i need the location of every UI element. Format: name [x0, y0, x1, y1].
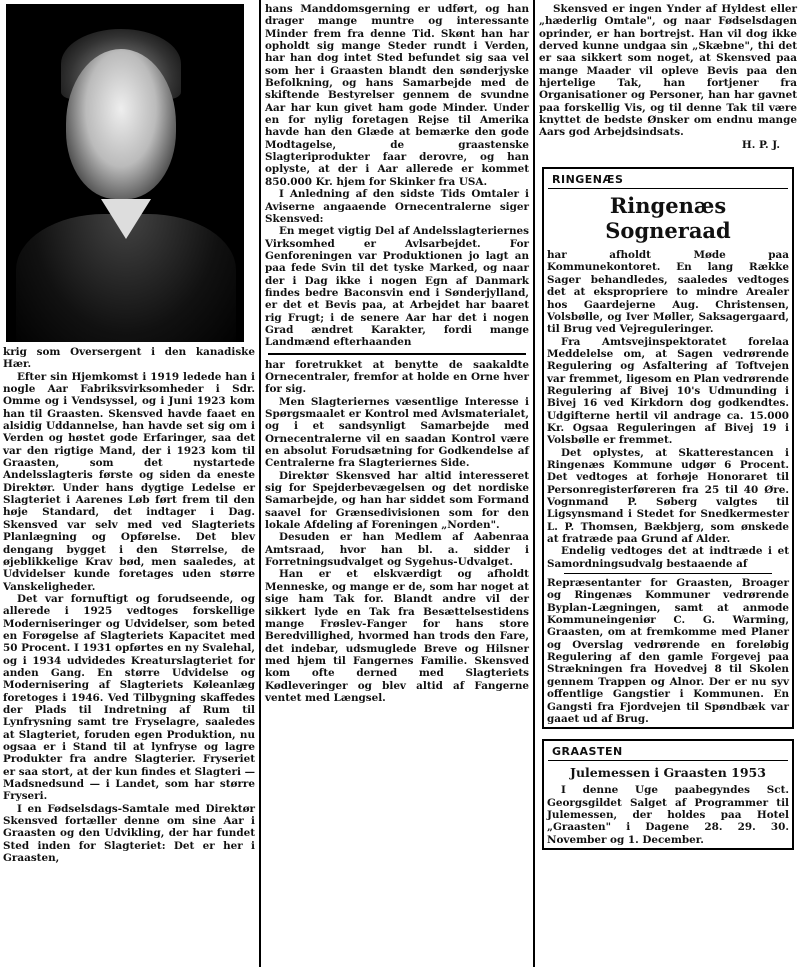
column-1 — [0, 0, 258, 967]
article-paragraph: hans Manddomsgerning er udført, og han drager mange muntre og interessante Minder frem fra denne Tid. Skønt han har opholdt sig mange Steder rundt i Verden, har han dog intet Sted befundet sig saa vel som her i Graasten blandt den sønderjyske Befolkning, og hans Samarbejde med de skiftende Bestyrelser gennem de svundne Aar har kun givet ham gode Minder. Under en for nylig foretagen Rejse til Amerika havde han den Glæde at bemærke den gode Modtagelse, de graastenske Slagteriprodukter faar derovre, og han oplyste, at der i Aar allerede er kommet 850.000 Kr. hjem for Skinker fra USA. — [265, 3, 529, 188]
column-3 — [536, 0, 800, 967]
author-signature: H. P. J. — [741, 138, 780, 151]
article-paragraph: I denne Uge paabegyndes Sct. Georgsgildet Salget af Programmer til Julemessen, der holdes paa Hotel „Graasten" i Dagene 28. 29. 30. November og 1. December. — [547, 784, 789, 846]
article-paragraph: Han er et elskværdigt og afholdt Menneske, og mange er de, som har noget at sige ham Tak for. Blandt andre vil der sikkert lyde en Tak fra Besættelsestidens mange Frøslev-Fanger for hans store Beredvillighed, hvormed han trods den Fare, det indebar, udsmuglede Breve og Hilsner med hjem til Fangernes Familie. Skensved kom ofte derned med Slagteriets Kødleveringer og blev altid af Fangerne ventet med Længsel. — [265, 568, 529, 704]
section-kicker: RINGENÆS — [548, 171, 788, 189]
article-paragraph: Efter sin Hjemkomst i 1919 ledede han i nogle Aar Fabriksvirksomheder i Sdr. Omme og i Vendsyssel, og i Juni 1923 kom han til Graasten. Skensved havde faaet en alsidig Uddannelse, han havde set sig om i Verden og høstet gode Erfaringer, saa det var den rigtige Mand, der i 1923 kom til Graasten, som det nystartede Andelsslagteris første og siden da eneste Direktør. Under hans dygtige Ledelse er Slagteriet i Aarenes Løb ført frem til den høje Standard, det indtager i Dag. Skensved var selv med ved Slagteriets Planlægning og Opførelse. Det blev dengang bygget i den Størrelse, de øjeblikkelige Krav bød, men saaledes, at Udvidelser kunde foretages uden større Vanskeligheder. — [3, 370, 255, 593]
article-paragraph: I en Fødselsdags-Samtale med Direktør Skensved fortæller denne om sine Aar i Graasten og den Udvikling, der har fundet Sted inden for Slagteriet: Det er her i Graasten, — [3, 802, 255, 865]
column-rule-2 — [533, 0, 535, 967]
article-paragraph: Direktør Skensved har altid interesseret sig for Spejderbevægelsen og det nordiske Samarbejde, og han har siddet som Formand saavel for Grænsedivisionen som for den lokale Afdeling af Foreningen „Norden". — [265, 469, 529, 532]
section-divider — [268, 353, 526, 355]
article-paragraph: Skensved er ingen Ynder af Hyldest eller „hæderlig Omtale", og naar Fødselsdagen oprinder, er han bortrejst. Han vil dog ikke derved kunne undgaa sin „Skæbne", thi det er saa sikkert som noget, at Skensved paa mange Maader vil opleve Bevis paa den hjertelige Tak, han fortjener fra Organisationer og Personer, han har gavnet paa forskellig Vis, og til denne Tak til være knyttet de bedste Ønsker om endnu mange Aars god Arbejdsindsats. — [539, 3, 797, 139]
portrait-photo — [6, 4, 244, 342]
article-paragraph: Men Slagteriernes væsentlige Interesse i Spørgsmaalet er Kontrol med Avlsmaterialet, og i et sandsynligt Samarbejde med Ornecentralerne vil en saadan Kontrol være en absolut Forudsætning for Godkendelse af Centralerne fra Slagteriernes Side. — [265, 395, 529, 470]
article-paragraph: Repræsentanter for Graasten, Broager og Ringenæs Kommuner vedrørende Byplan-Lægningen, samt at anmode Kommuneingeniør C. G. Warming, Graasten, om at fremkomme med Planer og Overslag vedrørende en foreløbig Regulering af den gamle Forgevej paa Strækningen fra Hovedvej 8 til Skolen gennem Trappen og Alnor. Der er nu syv offentlige Gangstier i Kommunen. En Gangsti fra Fjordvejen til Spøndbæk var gaaet ud af Brug. — [547, 577, 789, 725]
article-headline: Ringenæs Sogneraad — [605, 193, 731, 244]
article-paragraph: krig som Oversergent i den kanadiske Hær. — [3, 346, 255, 371]
section-kicker: GRAASTEN — [548, 743, 788, 761]
article-paragraph: En meget vigtig Del af Andelsslagteriernes Virksomhed er Avlsarbejdet. For Genforeningen var Produktionen jo lagt an paa fede Svin til det tyske Marked, og naar der i Dag ikke i nogen Egn af Danmark findes bedre Baconsvin end i Sønderjylland, er det et Bevis paa, at Arbejdet har baaret rig Frugt; i de senere Aar har det i nogen Grad ændret Karakter, fordi mange Landmænd efterhaanden — [265, 225, 529, 349]
article-paragraph: Det var fornuftigt og forudseende, og allerede i 1925 vedtoges forskellige Moderniseringer og Udvidelser, som beted en Forøgelse af Slagteriets Kapacitet med 50 Procent. I 1931 opførtes en ny Svalehal, og i 1934 udvidedes Kreaturslagteriet for anden Gang. En større Udvidelse og Modernisering af Slagteriets Kølеanlæg foretoges i 1946. Ved Tilbygning skaffedes der Plads til Indretning af Rum til Lynfrysning samt tre Fryselagre, saaledes at Slagteriet, foruden egen Produktion, nu ogsaa er i Stand til at lynfryse og lagre Produkter fra andre Slagterier. Fryseriet er saa stort, at der kun findes et Slagteri — Madsnedsund — i Landet, som har større Fryseri. — [3, 592, 255, 803]
article-paragraph: Fra Amtsvejinspektoratet forelaa Meddelelse om, at Sagen vedrørende Regulering og Asfaltering af Toftvejen var fremmet, ligesom en Plan vedrørende Regulering af Bivej 10's Udmunding i Bivej 16 ved Kirkdorn dog godkendtes. Udgifterne hertil vil andrage ca. 15.000 Kr. Ogsaa Reguleringen af Bivej 19 i Volsbølle er fremmet. — [547, 335, 789, 447]
article-paragraph: I Anledning af den sidste Tids Omtaler i Aviserne angaaende Ornecentralerne siger Skensved: — [265, 188, 529, 225]
column-2 — [262, 0, 532, 967]
article-paragraph: Endelig vedtoges det at indtræde i et Samordningsudvalg bestaaende af — [547, 545, 789, 570]
article-paragraph: Desuden er han Medlem af Aabenraa Amtsraad, hvor han bl. a. sidder i Forretningsudvalget og Sygehus-Udvalget. — [265, 531, 529, 569]
portrait-face — [66, 49, 176, 199]
article-paragraph: Det oplystes, at Skatterestancen i Ringenæs Kommune udgør 6 Procent. Det vedtoges at forhøje Honoraret til Personregisterføreren fra 25 til 40 Øre. Vognmand P. Søberg valgtes til Ligsynsmand i Stedet for Snedkermester L. P. Thomsen, Bækbjerg, som ønskede at fratræde paa Grund af Alder. — [547, 446, 789, 546]
column-break-rule — [564, 573, 772, 574]
column-rule-1 — [259, 0, 261, 967]
ringenaes-article — [542, 167, 794, 729]
graasten-article — [542, 739, 794, 850]
article-paragraph: har foretrukket at benytte de saakaldte Ornecentraler, fremfor at holde en Orne hver for sig. — [265, 358, 529, 396]
article-headline: Julemessen i Graasten 1953 — [570, 765, 766, 781]
article-paragraph: har afholdt Møde paa Kommunekontoret. En lang Række Sager behandledes, saaledes vedtoges det at ekspropriere to mindre Arealer hos Gaardejerne Aug. Christensen, Volsbølle, og Iver Møller, Saksagergaard, til Brug ved Vejreguleringer. — [547, 249, 789, 336]
